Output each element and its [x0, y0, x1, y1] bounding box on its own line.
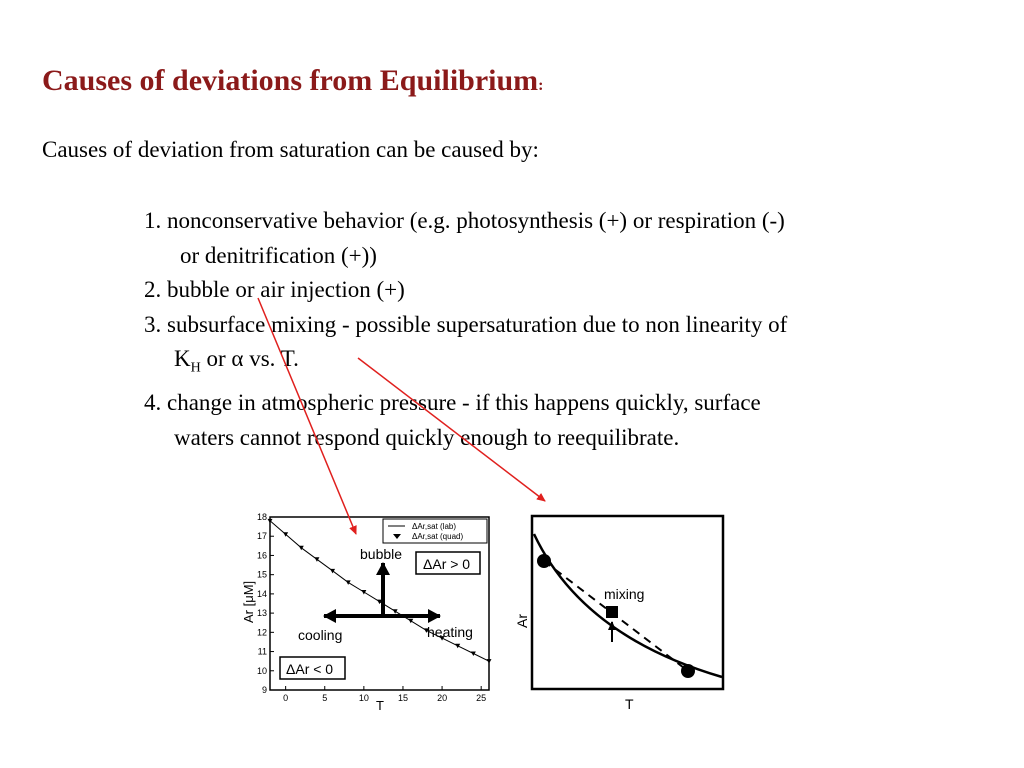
x-tick-label: 0: [283, 693, 289, 703]
y-tick-label: 16: [256, 550, 267, 561]
end-member-point-2: [681, 664, 695, 678]
y-tick-label: 15: [256, 569, 267, 580]
x-tick-label: 20: [437, 693, 448, 703]
list-item-3: 3. subsurface mixing - possible supersaturation due to non linearity of: [144, 311, 788, 337]
y-tick-label: 18: [256, 512, 267, 522]
y-tick-label: 9: [261, 685, 267, 695]
end-member-point-1: [537, 554, 551, 568]
list-item-1: 1. nonconservative behavior (e.g. photosynthesis (+) or respiration (-): [144, 208, 785, 233]
cooling-label: cooling: [298, 627, 343, 643]
legend-entry-lab: ΔAr,sat (lab): [412, 522, 457, 531]
title-colon: :: [538, 77, 544, 94]
x-tick-label: 5: [322, 693, 328, 703]
bubble-label: bubble: [360, 546, 403, 562]
delta-pos-label: ΔAr > 0: [423, 556, 471, 572]
delta-neg-label: ΔAr < 0: [286, 661, 334, 677]
y-tick-label: 11: [257, 646, 267, 657]
x-tick-label: 15: [397, 693, 408, 703]
x-tick-label: 25: [476, 693, 487, 703]
chart-right-xlabel: T: [625, 696, 634, 712]
list-item-4-cont: waters cannot respond quickly enough to reequilibrate.: [174, 424, 680, 450]
mixed-point: [606, 606, 618, 618]
chart-right-ylabel: Ar: [514, 614, 530, 628]
list-item-1-cont: or denitrification (+)): [180, 242, 377, 268]
y-tick-label: 12: [256, 627, 267, 638]
y-tick-label: 14: [256, 588, 267, 599]
alpha-vs-t: or α vs. T.: [200, 346, 299, 371]
kh-subscript: H: [190, 360, 201, 376]
legend-entry-quad: ΔAr,sat (quad): [412, 532, 464, 541]
chart-left-ylabel: Ar [μM]: [241, 580, 256, 623]
chart-left: [241, 512, 492, 713]
intro-text: Causes of deviation from saturation can be caused by:: [42, 137, 539, 162]
y-tick-label: 13: [256, 608, 267, 619]
chart-right: [514, 516, 723, 712]
bubble-pointer-arrow: [258, 298, 356, 534]
list-item-2: 2. bubble or air injection (+): [144, 277, 405, 302]
chart-left-xlabel: T: [376, 698, 384, 713]
chart-right-frame: [532, 516, 723, 689]
mixing-pointer-arrow: [358, 358, 545, 501]
mixing-label: mixing: [604, 586, 645, 602]
y-tick-label: 10: [256, 665, 267, 676]
x-tick-label: 10: [358, 693, 369, 703]
heating-label: heating: [427, 624, 473, 640]
list-item-4: 4. change in atmospheric pressure - if this happens quickly, surface: [144, 390, 761, 416]
title-text: Causes of deviations from Equilibrium: [42, 64, 539, 97]
kh-symbol: K: [174, 346, 191, 371]
y-tick-label: 17: [256, 531, 267, 542]
